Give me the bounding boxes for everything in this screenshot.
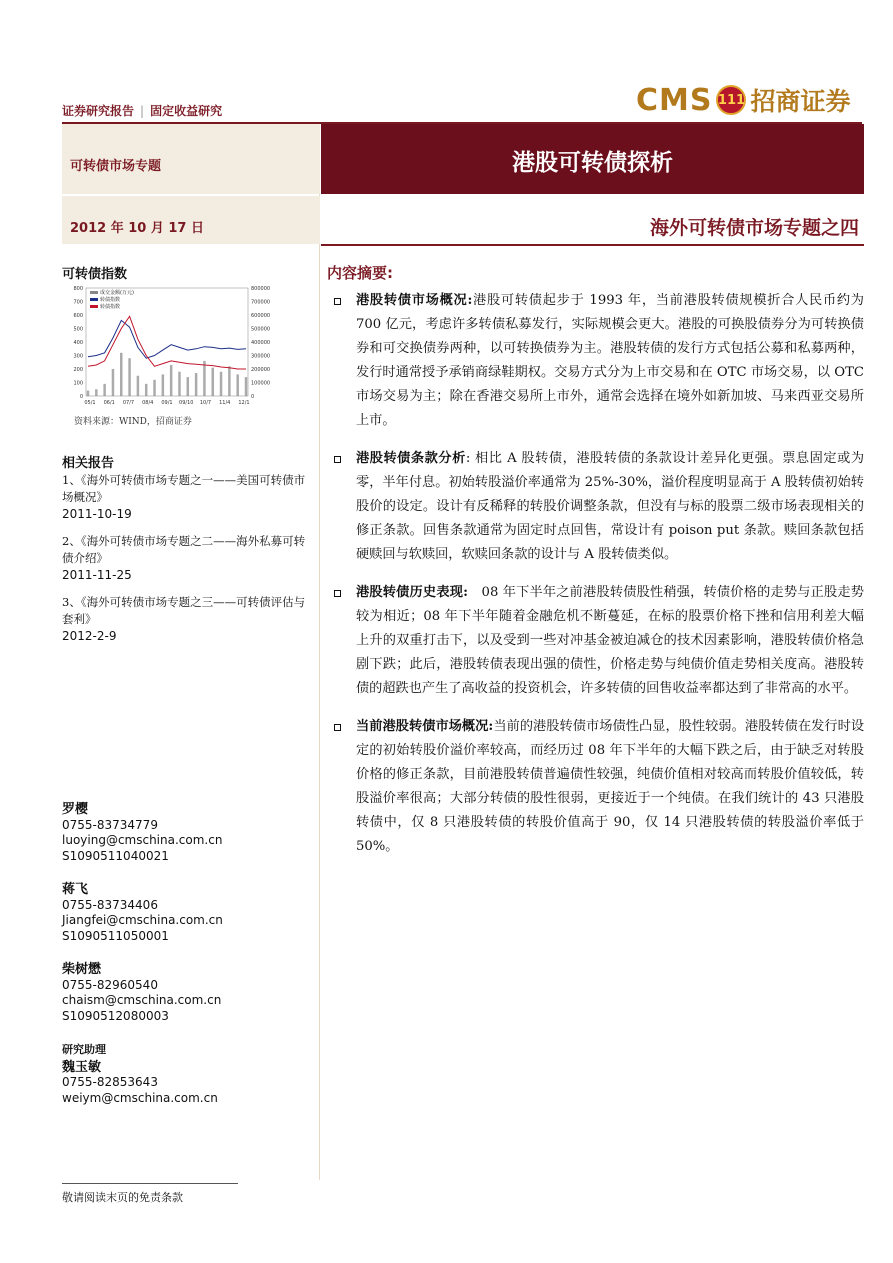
- bullet-lead: 港股转债历史表现:: [356, 585, 468, 600]
- bullet-lead: 港股转债市场概况:: [356, 293, 473, 308]
- left-tick-label: 300: [73, 353, 83, 360]
- right-tick-label: 200000: [251, 367, 271, 373]
- analyst-phone: 0755-83734406: [62, 897, 158, 912]
- legend-entry: 转债指数: [100, 304, 121, 310]
- analyst-contact: [62, 882, 312, 944]
- summary-bullet: [334, 715, 864, 859]
- report-date: 2012 年 10 月 17 日: [70, 221, 204, 236]
- analyst-email[interactable]: Jiangfei@cmschina.com.cn: [62, 913, 223, 927]
- x-tick-label: 06/1: [103, 400, 115, 406]
- bullet-lead: 当前港股转债市场概况:: [356, 719, 494, 734]
- cms-logo: [636, 82, 851, 118]
- related-report-item[interactable]: [62, 472, 312, 523]
- logo-chinese-text: 招商证券: [750, 87, 851, 116]
- analyst-name: 柴树懋: [62, 962, 102, 977]
- bullet-text: 当前的港股转债市场债性凸显，股性较弱。港股转债在发行时设定的初始转股价溢价率较高，而经历过 08 年下半年的大幅下跌之后，由于缺乏对转股价格的修正条款，目前港股转债普遍债性较强，纯债价值相对较高而转股价值较低，转股溢价率很高；大部分转债的股性很弱，更接近于一个纯债。在我们统计的 43 只港股转债中，仅 8 只港股转债的转股价值高于 90，仅 14 只港股转债的转股溢价率低于 50%。: [356, 719, 865, 854]
- related-reports-list: [62, 472, 312, 655]
- subtitle-divider: [321, 244, 864, 246]
- x-tick-label: 12/1: [238, 400, 250, 406]
- logo-badge-icon: 111: [716, 85, 746, 115]
- summary-heading: 内容摘要:: [327, 264, 393, 282]
- left-tick-label: 500: [73, 326, 83, 333]
- assistant-contact: [62, 1042, 312, 1106]
- summary-bullets: [334, 289, 864, 873]
- bullet-lead: 港股转债条款分析: [356, 451, 466, 466]
- left-tick-label: 600: [73, 313, 83, 319]
- checkbox-bullet-icon: [334, 590, 341, 597]
- report-topic: 可转债市场专题: [70, 159, 162, 174]
- chart-source: 资料来源：WIND，招商证券: [74, 417, 192, 427]
- right-tick-label: 100000: [251, 380, 271, 387]
- bullet-text: 08 年下半年之前港股转债股性稍强，转债价格的走势与正股走势较为相近；08 年下半年随着金融危机不断蔓延，在标的股票价格下挫和信用利差大幅上升的双重打击下，以及受到一些对冲基金被迫减仓的技术因素影响，港股转债价格急剧下跌；此后，港股转债表现出强的债性，价格走势与纯债价值走势相关度高。港股转债的超跌也产生了高收益的投资机会，许多转债的回售收益率都达到了非常高的水平。: [356, 585, 864, 696]
- right-tick-label: 400000: [251, 340, 271, 346]
- x-tick-label: 05/1: [84, 400, 96, 406]
- convertible-index-chart: [62, 282, 282, 412]
- related-report-item[interactable]: [62, 533, 312, 584]
- summary-bullet: [334, 581, 864, 701]
- analyst-email[interactable]: luoying@cmschina.com.cn: [62, 833, 223, 847]
- checkbox-bullet-icon: [334, 298, 341, 305]
- left-tick-label: 0: [79, 394, 83, 400]
- related-report-title: 2、《海外可转债市场专题之二——海外私募可转债介绍》: [62, 534, 306, 565]
- related-report-item[interactable]: [62, 594, 312, 645]
- right-tick-label: 600000: [251, 313, 271, 319]
- right-tick-label: 500000: [251, 326, 271, 333]
- right-tick-label: 700000: [251, 299, 271, 306]
- right-tick-label: 300000: [251, 353, 271, 360]
- analyst-email[interactable]: chaism@cmschina.com.cn: [62, 993, 222, 1007]
- analyst-cert: S1090512080003: [62, 1008, 169, 1023]
- title-bar: [321, 124, 864, 194]
- analyst-phone: 0755-82960540: [62, 977, 158, 992]
- analyst-cert: S1090511040021: [62, 848, 169, 863]
- right-tick-label: 0: [251, 394, 255, 400]
- analyst-contact: [62, 962, 312, 1024]
- legend-entry: 转债指数: [100, 297, 121, 303]
- bullet-text: : 相比 A 股转债，港股转债的条款设计差异化更强。票息固定或为零，半年付息。初始转股溢价率通常为 25%-30%，溢价程度明显高于 A 股转债初始转股价的设定。设计有反稀释的转股价调整条款，但没有与标的股票二级市场表现相关的修正条款。回售条款通常为固定时点回售，常设计有 poison put 条款。赎回条款包括硬赎回与软赎回，软赎回条款的设计与 A 股转债类似。: [356, 451, 865, 562]
- summary-bullet: [334, 289, 864, 433]
- report-category: [62, 102, 222, 119]
- left-tick-label: 400: [73, 340, 83, 346]
- legend-entry: 成交金额(万元): [100, 290, 134, 296]
- bullet-text: 港股可转债起步于 1993 年，当前港股转债规模折合人民币约为 700 亿元，考虑许多转债私募发行，实际规模会更大。港股的可换股债券分为可转换债券和可交换债券两种，以可转换债券为主。港股转债的发行方式包括公募和私募两种，发行时通常授予承销商绿鞋期权。交易方式分为上市交易和在 OTC 市场交易，以 OTC 市场交易为主；除在香港交易所上市外，通常会选择在境外如新加坡、马来西亚交易所上市。: [356, 293, 864, 428]
- analyst-contacts: [62, 802, 312, 1124]
- x-tick-label: 08/4: [142, 400, 154, 406]
- related-reports-heading: 相关报告: [62, 456, 115, 471]
- summary-bullet: [334, 447, 864, 567]
- disclaimer-note: 敬请阅读末页的免责条款: [62, 1191, 183, 1204]
- analyst-cert: S1090511050001: [62, 928, 169, 943]
- chart-heading: 可转债指数: [62, 267, 128, 282]
- legend-swatch: [90, 298, 98, 301]
- related-report-date: 2011-11-25: [62, 568, 132, 582]
- analyst-phone: 0755-83734779: [62, 817, 158, 832]
- page-title: 港股可转债探析: [512, 150, 673, 176]
- category-fixed-income: 固定收益研究: [150, 104, 223, 118]
- x-tick-label: 09/1: [161, 400, 173, 406]
- category-separator: |: [140, 104, 145, 118]
- x-tick-label: 10/7: [199, 400, 212, 406]
- related-report-title: 3、《海外可转债市场专题之三——可转债评估与套利》: [62, 595, 306, 626]
- related-report-title: 1、《海外可转债市场专题之一——美国可转债市场概况》: [62, 473, 306, 504]
- analyst-name: 罗樱: [62, 802, 89, 817]
- legend-swatch: [90, 305, 98, 308]
- right-tick-label: 800000: [251, 286, 271, 292]
- footer-divider: [62, 1183, 238, 1184]
- left-tick-label: 100: [73, 380, 83, 387]
- left-tick-label: 200: [73, 367, 83, 373]
- left-tick-label: 700: [73, 299, 83, 306]
- related-report-date: 2012-2-9: [62, 629, 117, 643]
- analyst-contact: [62, 802, 312, 864]
- assistant-phone: 0755-82853643: [62, 1075, 158, 1089]
- x-tick-label: 09/10: [179, 400, 194, 406]
- assistant-label: 研究助理: [62, 1043, 106, 1056]
- page-subtitle: 海外可转债市场专题之四: [649, 217, 859, 239]
- x-tick-label: 07/7: [122, 400, 135, 406]
- category-securities-report: 证券研究报告: [62, 104, 135, 118]
- assistant-name: 魏玉敏: [62, 1059, 102, 1075]
- checkbox-bullet-icon: [334, 724, 341, 731]
- assistant-email[interactable]: weiym@cmschina.com.cn: [62, 1090, 218, 1105]
- legend-swatch: [90, 291, 98, 294]
- checkbox-bullet-icon: [334, 456, 341, 463]
- analyst-name: 蒋飞: [62, 882, 89, 897]
- left-tick-label: 800: [73, 286, 83, 292]
- x-tick-label: 11/4: [219, 400, 231, 406]
- logo-cms-text: CMS: [636, 82, 713, 118]
- related-report-date: 2011-10-19: [62, 507, 132, 521]
